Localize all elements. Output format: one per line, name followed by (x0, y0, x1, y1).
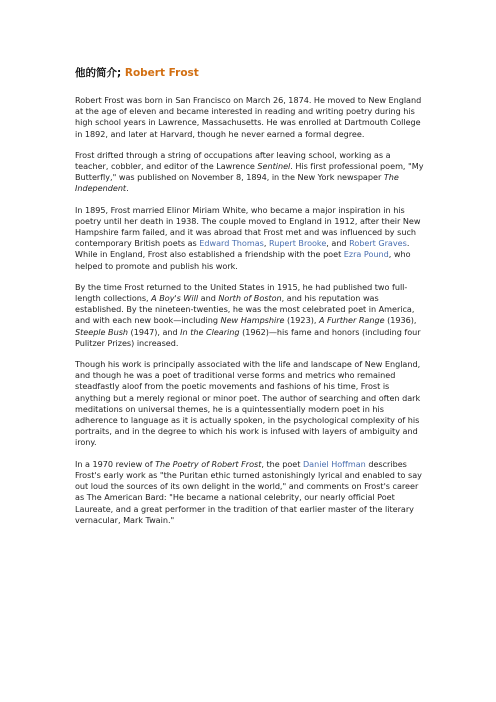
text-run: In a 1970 review of (75, 458, 156, 469)
text-run: , who helped to promote and publish his work. (75, 249, 411, 271)
paragraph-early-career (75, 150, 425, 195)
link-robert-graves[interactable]: Robert Graves (349, 238, 407, 249)
link-ezra-pound[interactable]: Ezra Pound (343, 249, 389, 260)
text-run: , the poet (261, 458, 303, 469)
italic-title: North of Boston (218, 293, 282, 304)
text-run: Frost drifted through a string of occupations after leaving school, working as a teacher, cobbler, and editor of the Lawrence (75, 149, 391, 172)
italic-title: In the Clearing (180, 326, 240, 337)
page-title (75, 66, 425, 80)
text-run: (1962)—his fame and honors (including four Pulitzer Prizes) increased. (75, 326, 421, 348)
italic-title: A Boy's Will (151, 293, 199, 304)
paragraph-text: Though his work is principally associated with the life and landscape of New England, and though he was a poet of traditional verse forms and metrics who remained steadfastly aloof from the poetic movements and fashions of his time, Frost is anything but a merely regional or minor poet. The author of searching and often dark meditations on universal themes, he is a quintessentially modern poet in his adherence to language as it is actually spoken, in the psychological complexity of his portraits, and in the degree to which his work is infused with layers of ambiguity and irony. (75, 359, 421, 448)
text-run: , (263, 238, 269, 249)
paragraph-text: Robert Frost was born in San Francisco on March 26, 1874. He moved to New England at the age of eleven and became interested in reading and writing poetry during his high school years in Lawrence, Massachusetts. He was enrolled at Dartmouth College in 1892, and later at Harvard, though he never earned a formal degree. (75, 95, 422, 139)
paragraph-birth (75, 95, 425, 140)
text-run: , and (326, 238, 350, 249)
text-run: describes Frost's early work as "the Puritan ethic turned astonishingly lyrical and enabled to say out loud the sources of its own delight in the world," and comments on Frost's career as The American Bard: "He became a national celebrity, our nearly official Poet Laureate, and a great performer in the tradition of that earlier master of the literary vernacular, Mark Twain." (75, 458, 422, 525)
text-run: , and his reputation was established. By the nineteen-twenties, he was the most celebrated poet in America, and with each new book—including (75, 293, 415, 326)
title-name: Robert Frost (124, 67, 199, 79)
document-page (75, 66, 425, 536)
text-run: . (126, 183, 129, 194)
italic-title: A Further Range (318, 315, 385, 326)
italic-title: New Hampshire (220, 315, 285, 326)
italic-title: The Independent (75, 172, 399, 194)
text-run: By the time Frost returned to the United States in 1915, he had published two full-length collections, (75, 281, 408, 304)
paragraph-review (75, 459, 425, 526)
italic-title: The Poetry of Robert Frost (155, 458, 262, 469)
text-run: In 1895, Frost married Elinor Miriam White, who became a major inspiration in his poetry until her death in 1938. The couple moved to England in 1912, after their New Hampshire farm failed, and it was abroad that Frost met and was influenced by such contemporary British poets as (75, 204, 421, 249)
paragraph-legacy (75, 359, 425, 449)
paragraph-england (75, 205, 425, 272)
text-run: (1936), (384, 315, 417, 326)
text-run: (1947), and (128, 326, 181, 337)
link-edward-thomas[interactable]: Edward Thomas (199, 238, 264, 249)
text-run: and (198, 293, 219, 304)
text-run: (1923), (284, 315, 319, 326)
text-run: . His first professional poem, "My Butterfly," was published on November 8, 1894, in the New York newspaper (75, 161, 424, 183)
italic-title: Sentinel (257, 161, 291, 172)
text-run: . While in England, Frost also established a friendship with the poet (75, 238, 410, 260)
title-prefix: 他的简介; (75, 67, 125, 79)
paragraph-fame (75, 282, 425, 349)
link-daniel-hoffman[interactable]: Daniel Hoffman (302, 458, 366, 469)
italic-title: Steeple Bush (75, 326, 128, 337)
link-rupert-brooke[interactable]: Rupert Brooke (268, 238, 327, 249)
